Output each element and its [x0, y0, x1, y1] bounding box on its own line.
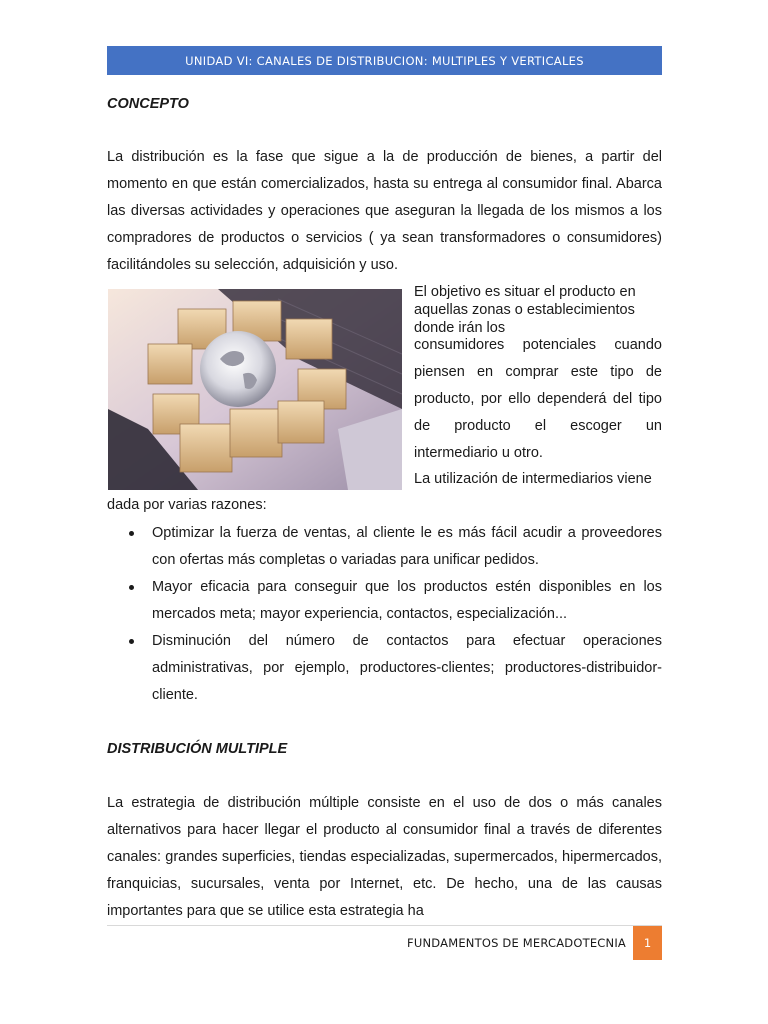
section-heading-distribucion-multiple: DISTRIBUCIÓN MULTIPLE [107, 741, 288, 757]
bullet-icon [129, 531, 134, 536]
list-item: Optimizar la fuerza de ventas, al cliente le es más fácil acudir a proveedores con ofertas más completas o variadas para unificar pedidos. [107, 520, 662, 574]
bullet-icon [129, 639, 134, 644]
continued-text: dada por varias razones: [107, 497, 267, 513]
bullet-icon [129, 585, 134, 590]
list-item: Disminución del número de contactos para efectuar operaciones administrativas, por ejemplo, productores-clientes; productores-distribuidor-cliente. [107, 628, 662, 709]
footer-course-title: FUNDAMENTOS DE MERCADOTECNIA [407, 936, 626, 950]
section-heading-concepto: CONCEPTO [107, 96, 189, 112]
page-header: UNIDAD VI: CANALES DE DISTRIBUCION: MULTIPLES Y VERTICALES [107, 46, 662, 75]
side-paragraph-top: El objetivo es situar el producto en aquellas zonas o establecimientos donde irán los [414, 284, 636, 336]
list-item: Mayor eficacia para conseguir que los productos estén disponibles en los mercados meta; mayor experiencia, contactos, especialización... [107, 574, 662, 628]
page-footer [107, 925, 662, 960]
multiple-distribution-paragraph: La estrategia de distribución múltiple consiste en el uso de dos o más canales alternativos para hacer llegar el producto al consumidor final a través de diferentes canales: grandes superficies, tiendas especializadas, supermercados, hipermercados, franquicias, sucursales, venta por Internet, etc. De hecho, una de las causas importantes para que se utilice esta estrategia ha [107, 795, 662, 919]
side-paragraph-justified: consumidores potenciales cuando piensen en comprar este tipo de producto, por ello dependerá del tipo de producto el escoger un intermediario u otro. [414, 337, 662, 461]
boxes-globe-laptop-image [108, 289, 402, 490]
side-paragraph-line: La utilización de intermediarios viene [414, 471, 652, 487]
reasons-list [107, 520, 662, 709]
page-number: 1 [633, 926, 662, 960]
concept-paragraph: La distribución es la fase que sigue a la de producción de bienes, a partir del momento en que están comercializados, hasta su entrega al consumidor final. Abarca las diversas actividades y operaciones que aseguran la llegada de los mismos a los compradores de productos o servicios ( ya sean transformadores o consumidores) facilitándoles su selección, adquisición y uso. [107, 149, 662, 273]
